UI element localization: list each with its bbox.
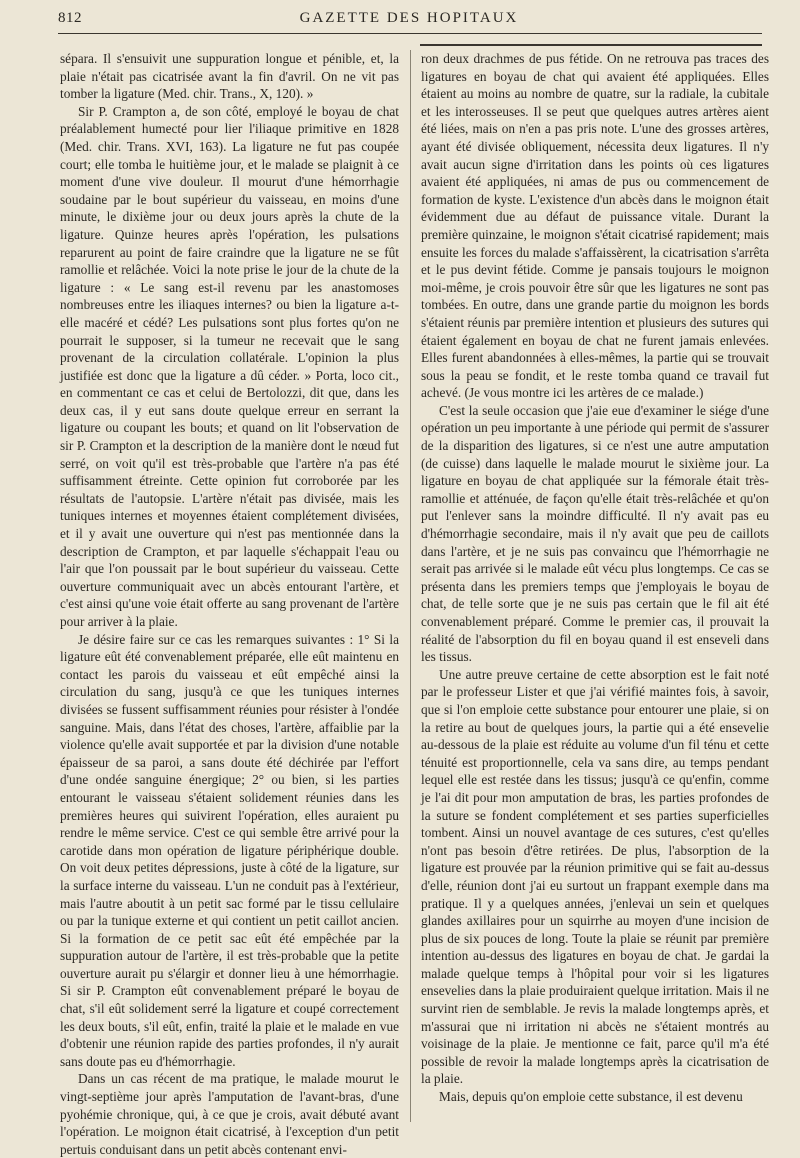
- header-rule: [58, 33, 762, 34]
- right-column: [421, 50, 769, 1122]
- left-column: [60, 50, 399, 1157]
- page-number: 812: [58, 10, 82, 26]
- paragraph: Dans un cas récent de ma pratique, le malade mourut le vingt-septième jour après l'amputation de l'avant-bras, d'une pyohémie chronique, qui, à ce que je crois, avait débuté avant l'opération. Le moignon était cicatrisé, à l'exception d'un petit pertuis conduisant dans un petit abcès contenant envi-: [60, 1071, 399, 1157]
- paragraph: Mais, depuis qu'on emploie cette substance, il est devenu: [439, 1089, 743, 1105]
- right-column-rule: [420, 44, 762, 46]
- paragraph: sépara. Il s'ensuivit une suppuration longue et pénible, et, la plaie n'était pas cicatrisée avant la fin d'avril. On ne vit pas tomber la ligature (Med. chir. Trans., X, 120). »: [60, 51, 399, 102]
- paragraph: C'est la seule occasion que j'aie eue d'examiner le siége d'une opération un peu importante à une période qui permit de s'assurer de la disparition des ligatures, si ce n'est une autre amputation (de cuisse) dans laquelle le malade mourut le sixième jour. La ligature en boyau de chat appliquée sur la fémorale était très-ramollie et atténuée, de façon qu'elle était très-relâchée et qu'on put l'enlever sans la moindre difficulté. Il n'y avait pas eu d'hémorrhagie secondaire, mais il n'y avait que peu de caillots dans l'artère, et je ne suis pas convaincu que l'hémorrhagie ne serait pas arrivée si le malade eût vécu plus longtemps. Ce cas se présenta dans les premiers temps que j'employais le boyau de chat, de telle sorte que je ne suis pas certain que le fil ait été convenablement préparé. Comme le premier cas, il prouvait la réalité de l'absorption du fil en boyau quand il est enseveli dans les tissus.: [421, 402, 770, 665]
- column-divider: [410, 50, 411, 1122]
- paragraph: Une autre preuve certaine de cette absorption est le fait noté par le professeur Lister et que j'ai vérifié maintes fois, à savoir, que si l'on emploie cette substance pour entourer une plaie, si on la retire au bout de quelques jours, la partie qui a été ensevelie au-dessous de la plaie est réduite au volume d'un fil ténu et cette ténuité est proportionnelle, cela va sans dire, au temps pendant lequel elle est restée dans les tissus; jusqu'à ce qu'enfin, comme je l'ai dit pour mon amputation de bras, les parties profondes de la suture se fondent complétement et ses parties superficielles tombent. Ainsi un nouvel avantage de ces sutures, c'est qu'elles n'ont pas besoin d'être retirées. De plus, l'absorption de la ligature est prouvée par la réunion primitive qui se fait au-dessus d'elle, réunion dont j'ai eu surtout un frappant exemple dans ma pratique. Il y a quelques années, j'enlevai un sein et quelques glandes axillaires pour un squirrhe au moyen d'une incision de plus de six pouces de long. Toute la plaie se réunit par première intention au-dessus des ligatures en boyau de chat. Je gardai la malade quelque temps à l'hôpital pour voir si les ligatures ensevelies dans la plaie produiraient quelque irritation. Mais il ne survint rien de semblable. Je revis la malade longtemps après, et m'assurai que ni irritation ni abcès ne s'étaient montrés au voisinage de la plaie. Je mentionne ce fait, parce qu'il m'a été possible de revoir la malade longtemps après la cicatrisation de la plaie.: [421, 666, 769, 1087]
- running-title: GAZETTE DES HOPITAUX: [299, 10, 519, 26]
- page-header: [58, 8, 760, 30]
- paragraph: ron deux drachmes de pus fétide. On ne retrouva pas traces des ligatures en boyau de chat qui avaient été appliquées. Elles étaient au moins au nombre de quatre, sur la radiale, la cubitale et les interosseuses. Il se peut que quelques autres artères aient été liées, mais on n'en a pas pris note. L'une des grosses artères, ayant été divisée obliquement, nécessita deux ligatures. Il n'y avait aucun signe d'irritation dans les points où ces ligatures avaient été appliquées, ni amas de pus ou commencement de formation de kyste. L'existence d'un abcès dans le moignon était évidemment due au défaut de puissance vitale. Durant la première quinzaine, le moignon s'était cicatrisé rapidement; mais ensuite les forces du malade s'affaissèrent, la cicatrisation s'arrêta et le pus devint fétide. Comme je pansais toujours le moignon moi-même, je crois pouvoir être sûr que les ligatures ne sont pas tombées. En outre, dans une grande partie du moignon les bords s'étaient réunis par première intention et plusieurs des sutures qui étaient également en boyau de chat ne furent jamais enlevées. Elles furent abandonnées à elles-mêmes, la partie qui se trouvait sous la peau se fondit, et le reste tomba quand ce travail fut achevé. (Je vous montre ici les artères de ce malade.): [421, 51, 769, 401]
- paragraph: Sir P. Crampton a, de son côté, employé le boyau de chat préalablement humecté pour lier l'iliaque primitive en 1828 (Med. chir. Trans. XVI, 163). La ligature ne fut pas coupée court; elle tomba le huitième jour, et le malade se plaignit à ce moment d'une vive douleur. Il mourut d'une hémorrhagie soudaine par le bout supérieur du vaisseau, en moins d'une minute, le dixième jour ou deux jours après la chute de la ligature. Quinze heures après l'opération, les pulsations reparurent au point de faire craindre que la ligature ne se fût ramollie et relâchée. Voici la note prise le jour de la chute de la ligature : « Le sang est-il revenu par les anastomoses nombreuses entre les iliaques internes? ou bien la ligature a-t-elle macéré et cédé? Les pulsations sont plus fortes qu'on ne pourrait le supposer, si la tumeur ne recevait que le sang provenant de la circulation collatérale. L'opinion la plus justifiée est donc que la ligature a dû céder. » Porta, loco cit., en commentant ce cas et celui de Bertolozzi, dit que, dans les deux cas, il y eut sans doute quelque erreur en serrant la ligature ou coupant les bouts; et quand on lit l'observation de sir P. Crampton et la description de la manière dont le nœud fut serré, on voit qu'il est très-probable que l'artère n'a pas été suffisamment étreinte. Cette opinion fut corroborée par les résultats de l'autopsie. L'artère n'était pas divisée, mais les tuniques internes et moyennes étaient complétement divisées, et il y avait une ouverture qui n'est pas mentionnée dans la description de Crampton, et par laquelle s'échappait l'eau ou l'air que l'on poussait par le bout supérieur du vaisseau. Cette ouverture communiquait avec un abcès entourant l'artère, et c'est ainsi qu'une voie était offerte au sang provenant de l'artère pour arriver à la plaie.: [60, 103, 399, 629]
- paragraph: Je désire faire sur ce cas les remarques suivantes : 1° Si la ligature eût été convenablement préparée, elle eût maintenu en contact les parois du vaisseau et eût empêché ainsi la circulation du sang, jusqu'à ce que les tuniques internes divisées se fussent suffisamment réunies pour résister à l'ondée sanguine. Mais, dans l'état des choses, l'artère, affaiblie par la violence qu'elle avait supportée et par la division d'une notable épaisseur de sa paroi, a sans doute été déchirée par l'effort d'une ondée sanguine énergique; 2° ou bien, si les parties entourant le vaisseau s'étaient solidement réunies dans les premières heures qui suivirent l'opération, elles auraient pu rendre le même service. C'est ce qui semble être arrivé pour la carotide dans mon opération de ligature périphérique double. On voit deux petites dépressions, juste à côté de la ligature, sur la surface interne du vaisseau. L'un ne conduit pas à l'extérieur, mais l'autre aboutit à un petit sac formé par le tissu cellulaire ou par la tunique externe et qui contient un petit caillot ancien. Si la formation de ce petit sac eût été empêchée par la suppuration autour de l'artère, il est très-probable que la petite ouverture aurait pu s'élargir et donner lieu à une hémorrhagie. Si sir P. Crampton eût convenablement préparé le boyau de chat, s'il eût solidement serré la ligature et coupé correctement les deux bouts, s'il eût, enfin, traité la plaie et le malade en vue d'obtenir une réunion rapide des parties profondes, il n'y aurait sans doute pas eu d'hémorrhagie.: [60, 631, 399, 1069]
